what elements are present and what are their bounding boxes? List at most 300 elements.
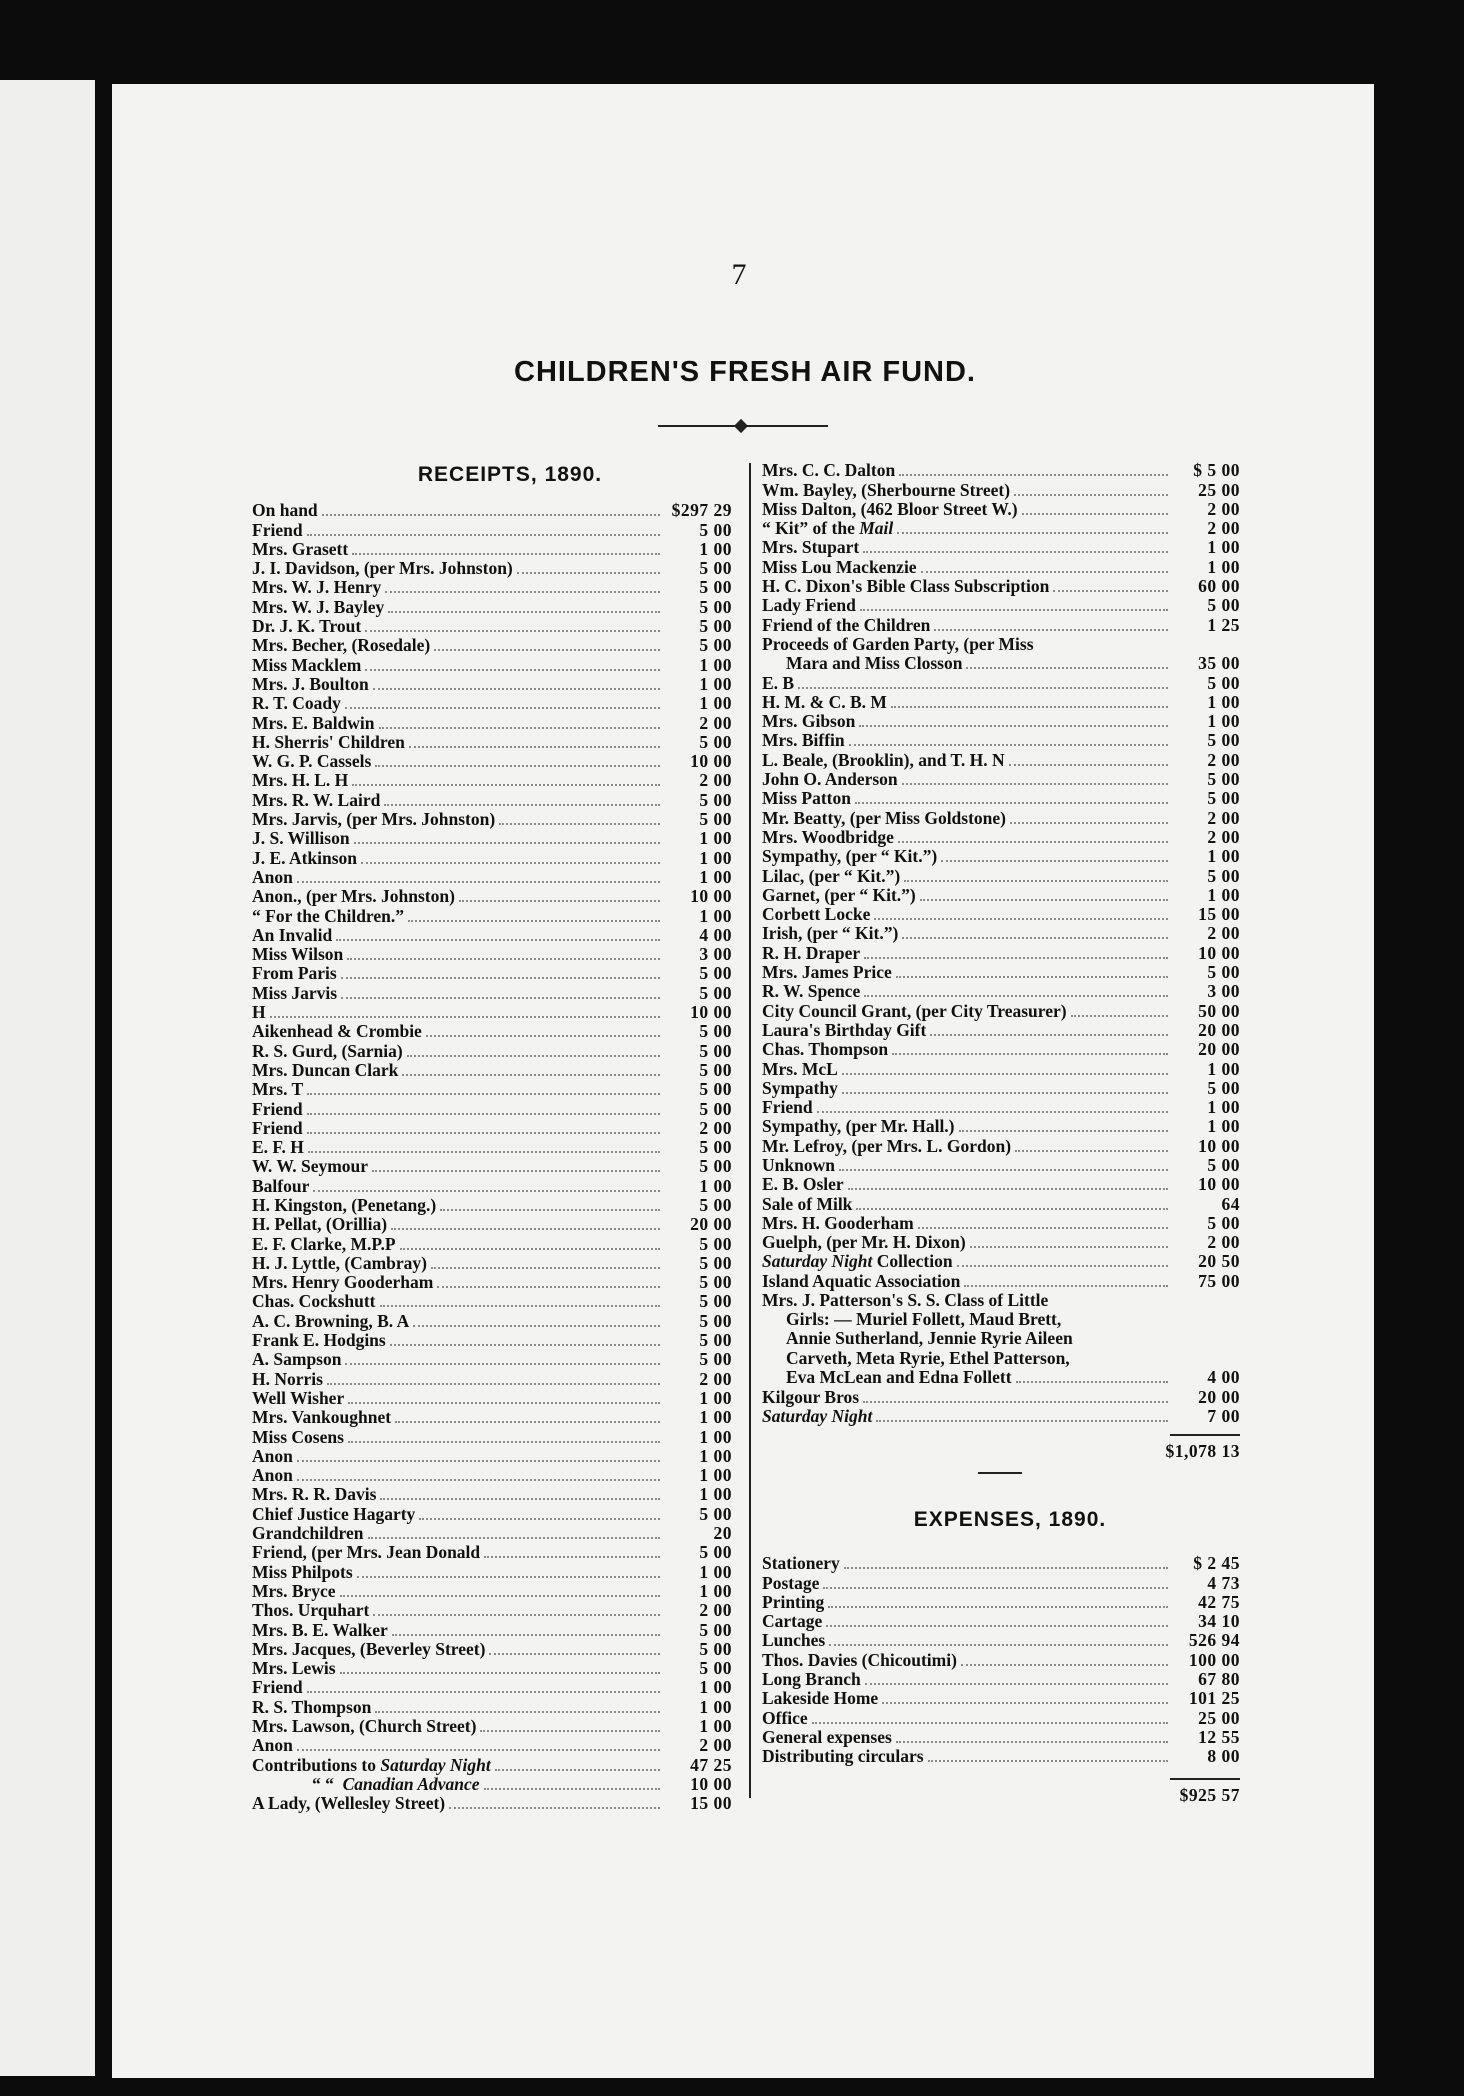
ledger-entry	[762, 480, 1240, 499]
entry-amount: 1 00	[699, 1561, 732, 1582]
entry-label: H	[252, 1002, 266, 1023]
entry-amount: 5 00	[699, 1156, 732, 1177]
ledger-entry	[252, 713, 732, 732]
entry-label: Mrs. W. J. Bayley	[252, 596, 385, 617]
entry-amount: 2 00	[699, 1368, 732, 1389]
leader-dots	[812, 1721, 1168, 1724]
entry-amount: 1 00	[699, 538, 732, 559]
entry-label: Mrs. Henry Gooderham	[252, 1272, 434, 1293]
leader-dots	[1014, 493, 1168, 496]
ledger-entry	[762, 1233, 1240, 1252]
contrib-canadian-advance: Canadian Advance	[342, 1773, 480, 1794]
entry-amount: 5 00	[699, 1349, 732, 1370]
ledger-entry	[252, 829, 732, 848]
leader-dots	[440, 1208, 660, 1211]
entry-amount: 5 00	[1207, 672, 1240, 693]
entry-label: Island Aquatic Association	[762, 1270, 961, 1291]
entry-label: H. M. & C. B. M	[762, 691, 887, 712]
leader-dots	[1010, 821, 1168, 824]
leader-dots	[419, 1517, 660, 1520]
ledger-entry	[762, 924, 1240, 943]
leader-dots	[373, 1613, 660, 1616]
section-separator-rule	[978, 1472, 1022, 1474]
leader-dots	[480, 1729, 660, 1732]
entry-label: E. B	[762, 672, 795, 693]
ledger-entry	[252, 1524, 732, 1543]
entry-amount: 34 10	[1198, 1611, 1240, 1632]
ledger-entry	[252, 1389, 732, 1408]
ledger-entry	[762, 1271, 1240, 1290]
ledger-entry	[252, 1466, 732, 1485]
ledger-entry	[762, 1407, 1240, 1426]
entry-label: Mrs. E. Baldwin	[252, 712, 375, 733]
entry-label: General expenses	[762, 1726, 892, 1747]
leader-dots	[408, 919, 660, 922]
entry-amount: 5 00	[1207, 962, 1240, 983]
entry-amount: 5 00	[699, 1059, 732, 1080]
ledger-entry	[762, 1175, 1240, 1194]
entry-amount: 20 00	[1198, 1039, 1240, 1060]
entry-label: Mrs. James Price	[762, 962, 892, 983]
entry-amount: 5 00	[1207, 769, 1240, 790]
entry-label: Miss Macklem	[252, 654, 362, 675]
entry-amount: 2 00	[1207, 498, 1240, 519]
leader-dots	[375, 1710, 660, 1713]
entry-amount: 1 00	[699, 1445, 732, 1466]
entry-label: Anon	[252, 1445, 293, 1466]
ledger-entry	[762, 538, 1240, 557]
ledger-entry	[762, 1136, 1240, 1155]
ledger-entry	[252, 1794, 732, 1813]
leader-dots	[368, 1536, 660, 1539]
entry-amount: 10 00	[1198, 1135, 1240, 1156]
entry-amount: 5 00	[699, 1291, 732, 1312]
leader-dots	[842, 1072, 1168, 1075]
ledger-entry	[252, 1601, 732, 1620]
ledger-entry	[252, 1196, 732, 1215]
leader-dots	[964, 1284, 1168, 1287]
entry-amount: 2 00	[1207, 807, 1240, 828]
entry-amount: 25 00	[1198, 1707, 1240, 1728]
leader-dots	[898, 840, 1168, 843]
contrib-saturday-night: Saturday Night	[380, 1754, 491, 1775]
ledger-entry	[762, 1728, 1240, 1747]
entry-label: Friend	[252, 1677, 303, 1698]
ledger-entry	[252, 540, 732, 559]
ledger-entry	[252, 1254, 732, 1273]
entry-amount: 5 00	[699, 1503, 732, 1524]
ledger-entry	[252, 926, 732, 945]
ledger-entry	[252, 1678, 732, 1697]
leader-dots	[345, 1362, 660, 1365]
ledger-entry	[252, 1485, 732, 1504]
entry-label: Mrs. Vankoughnet	[252, 1407, 392, 1428]
ledger-entry	[252, 1427, 732, 1446]
ledger-entry	[762, 712, 1240, 731]
entry-label: Friend	[762, 1097, 813, 1118]
entry-label: A. C. Browning, B. A	[252, 1310, 410, 1331]
leader-dots	[437, 1285, 660, 1288]
ledger-entry	[252, 617, 732, 636]
entry-label: Mara and Miss Closson	[786, 653, 963, 674]
leader-dots	[392, 1633, 660, 1636]
leader-dots	[407, 1054, 660, 1057]
entry-label: Friend	[252, 1117, 303, 1138]
entry-amount: 3 00	[1207, 981, 1240, 1002]
ledger-entry	[762, 615, 1240, 634]
entry-label	[252, 1775, 480, 1794]
ledger-entry	[252, 810, 732, 829]
ledger-entry	[762, 1059, 1240, 1078]
ledger-entry	[252, 1215, 732, 1234]
entry-amount: 5 00	[699, 1079, 732, 1100]
ledger-entry	[252, 887, 732, 906]
entry-amount: 67 80	[1198, 1669, 1240, 1690]
entry-amount: 5 00	[1207, 788, 1240, 809]
leader-dots	[842, 1091, 1168, 1094]
leader-dots	[459, 899, 660, 902]
leader-dots	[876, 1419, 1168, 1422]
leader-dots	[307, 1690, 660, 1693]
leader-dots	[892, 1052, 1168, 1055]
entry-amount: 5 00	[699, 731, 732, 752]
leader-dots	[307, 1112, 660, 1115]
entry-label: R. W. Spence	[762, 981, 861, 1002]
entry-label: Dr. J. K. Trout	[252, 616, 362, 637]
entry-amount: 5 00	[1207, 730, 1240, 751]
entry-amount: 2 00	[1207, 923, 1240, 944]
leader-dots	[1022, 512, 1168, 515]
receipts-heading: RECEIPTS, 1890.	[417, 463, 603, 486]
leader-dots	[863, 1400, 1168, 1403]
entry-label: Postage	[762, 1572, 820, 1593]
leader-dots	[848, 1187, 1168, 1190]
entry-label: Office	[762, 1707, 808, 1728]
leader-dots	[902, 936, 1168, 939]
leader-dots	[413, 1324, 660, 1327]
entry-label: R. S. Thompson	[252, 1696, 372, 1717]
leader-dots	[826, 1624, 1168, 1627]
entry-label: Balfour	[252, 1175, 310, 1196]
page-number: 7	[731, 258, 747, 291]
leader-dots	[484, 1555, 660, 1558]
leader-dots	[385, 590, 660, 593]
ledger-entry	[252, 752, 732, 771]
leader-dots	[434, 648, 660, 651]
entry-amount: 100 00	[1188, 1649, 1240, 1670]
entry-label: Miss Philpots	[252, 1561, 353, 1582]
entry-amount: 47 25	[690, 1754, 732, 1775]
leader-dots	[1015, 1149, 1168, 1152]
entry-label: Mrs. J. Boulton	[252, 673, 369, 694]
leader-dots	[957, 1264, 1168, 1267]
entry-label: Anon., (per Mrs. Johnston)	[252, 886, 455, 907]
entry-label: Mrs. Bryce	[252, 1580, 336, 1601]
entry-label: Kilgour Bros	[762, 1386, 860, 1407]
ledger-entry	[252, 964, 732, 983]
entry-label: Miss Lou Mackenzie	[762, 556, 917, 577]
previous-page-edge	[0, 80, 95, 2076]
collection-suffix: Collection	[876, 1251, 953, 1272]
entry-label: E. F. H	[252, 1137, 304, 1158]
entry-label: From Paris	[252, 963, 337, 984]
ledger-entry	[762, 789, 1240, 808]
leader-dots	[400, 1247, 660, 1250]
entry-amount: 20	[713, 1523, 732, 1544]
entry-amount: 2 00	[1207, 1232, 1240, 1253]
entry-label	[252, 1756, 491, 1775]
ledger-entry	[762, 1021, 1240, 1040]
entry-label: Grandchildren	[252, 1523, 364, 1544]
leader-dots	[1016, 1380, 1168, 1383]
ledger-entry	[252, 1504, 732, 1523]
ledger-entry	[762, 905, 1240, 924]
entry-amount: 1 00	[699, 693, 732, 714]
entry-label: Mrs. W. J. Henry	[252, 577, 382, 598]
entry-amount: 1 00	[1207, 846, 1240, 867]
ledger-entry	[252, 1697, 732, 1716]
ledger-entry	[252, 1350, 732, 1369]
leader-dots	[959, 1129, 1168, 1132]
entry-amount: 10 00	[690, 1773, 732, 1794]
entry-amount: 101 25	[1188, 1688, 1240, 1709]
receipts-total: $1,078 13	[1165, 1440, 1240, 1461]
patterson-line2: Girls: — Muriel Follett, Maud Brett,	[786, 1309, 1062, 1330]
entry-amount: 1 00	[1207, 1116, 1240, 1137]
leader-dots	[270, 1015, 660, 1018]
ledger-entry	[252, 655, 732, 674]
leader-dots	[517, 571, 660, 574]
entry-amount: 10 00	[690, 1002, 732, 1023]
entry-amount: 1 00	[1207, 556, 1240, 577]
leader-dots	[340, 1671, 660, 1674]
leader-dots	[348, 1440, 660, 1443]
leader-dots	[379, 726, 660, 729]
entry-label: Sale of Milk	[762, 1193, 853, 1214]
entry-label: Wm. Bayley, (Sherbourne Street)	[762, 479, 1011, 500]
ledger-entry	[252, 1543, 732, 1562]
ledger-entry	[762, 750, 1240, 769]
entry-label: W. G. P. Cassels	[252, 751, 372, 772]
ledger-entry	[762, 1689, 1240, 1708]
leader-dots	[970, 1245, 1168, 1248]
ledger-entry	[252, 1273, 732, 1292]
entry-amount: 5 00	[699, 1194, 732, 1215]
entry-label: Mrs. Biffin	[762, 730, 845, 751]
entry-label: Friend of the Children	[762, 614, 931, 635]
entry-amount: 5 00	[1207, 1212, 1240, 1233]
ledger-entry	[252, 1138, 732, 1157]
leader-dots	[347, 957, 660, 960]
entry-label: Stationery	[762, 1553, 840, 1574]
leader-dots	[426, 1034, 660, 1037]
ledger-entry	[252, 1311, 732, 1330]
entry-amount: 5 00	[699, 789, 732, 810]
entry-label: Friend, (per Mrs. Jean Donald	[252, 1542, 481, 1563]
entry-amount: 1 00	[1207, 711, 1240, 732]
leader-dots	[322, 513, 660, 516]
leader-dots	[384, 803, 660, 806]
ledger-entry	[252, 636, 732, 655]
ledger-entry	[252, 790, 732, 809]
ledger-entry	[762, 963, 1240, 982]
expenses-column	[762, 1554, 1240, 1806]
ledger-entry	[252, 1659, 732, 1678]
leader-dots	[860, 608, 1168, 611]
entry-amount: 5 00	[1207, 595, 1240, 616]
leader-dots	[930, 1033, 1168, 1036]
ledger-entry	[252, 983, 732, 1002]
entry-label: L. Beale, (Brooklin), and T. H. N	[762, 749, 1005, 770]
entry-amount: 15 00	[690, 1793, 732, 1814]
ledger-entry	[252, 945, 732, 964]
entry-amount: 1 00	[699, 1677, 732, 1698]
ledger-entry	[762, 1554, 1240, 1573]
ledger-entry	[762, 1079, 1240, 1098]
entry-amount: 5 00	[699, 596, 732, 617]
ledger-entry	[762, 577, 1240, 596]
ledger-entry	[762, 1098, 1240, 1117]
entry-amount: 5 00	[699, 1040, 732, 1061]
entry-amount: 5 00	[1207, 1154, 1240, 1175]
entry-amount: 3 00	[699, 944, 732, 965]
leader-dots	[828, 1605, 1168, 1608]
leader-dots	[863, 550, 1168, 553]
leader-dots	[865, 1682, 1168, 1685]
leader-dots	[375, 764, 660, 767]
entry-label: Lunches	[762, 1630, 826, 1651]
ledger-entry	[252, 1408, 732, 1427]
entry-label: An Invalid	[252, 924, 333, 945]
entry-label: A Lady, (Wellesley Street)	[252, 1793, 446, 1814]
ledger-entry	[762, 1708, 1240, 1727]
leader-dots	[390, 1343, 660, 1346]
ledger-entry	[252, 1003, 732, 1022]
entry-amount: 20 00	[690, 1214, 732, 1235]
kit-mail-prefix: “ Kit” of the	[762, 518, 855, 539]
ledger-entry	[252, 1620, 732, 1639]
ledger-entry	[252, 1755, 732, 1774]
ledger-entry	[762, 1612, 1240, 1631]
leader-dots	[902, 782, 1168, 785]
entry-label: H. Norris	[252, 1368, 323, 1389]
ledger-entry	[252, 501, 732, 520]
entry-amount: 1 00	[699, 1484, 732, 1505]
entry-amount: 1 00	[699, 1716, 732, 1736]
entry-amount: 20 00	[1198, 1019, 1240, 1040]
entry-label: Mrs. McL	[762, 1058, 838, 1079]
entry-label: J. E. Atkinson	[252, 847, 358, 868]
entry-amount: 10 00	[690, 751, 732, 772]
ledger-entry	[762, 596, 1240, 615]
patterson-line1: Mrs. J. Patterson's S. S. Class of Little	[762, 1289, 1049, 1310]
leader-dots	[307, 1092, 660, 1095]
leader-dots	[891, 705, 1168, 708]
entry-amount: $297 29	[671, 500, 732, 521]
entry-amount: 35 00	[1198, 653, 1240, 674]
entry-label	[762, 1252, 953, 1271]
entry-label: J. I. Davidson, (per Mrs. Johnston)	[252, 558, 513, 579]
ledger-entry	[252, 1331, 732, 1350]
ditto-marks: “ “	[312, 1773, 334, 1794]
entry-amount: 5 00	[699, 1658, 732, 1679]
entry-amount: 1 00	[1207, 537, 1240, 558]
total-rule	[1170, 1434, 1240, 1436]
leader-dots	[489, 1652, 660, 1655]
ledger-entry	[762, 461, 1240, 480]
entry-amount: 7 00	[1207, 1405, 1240, 1426]
leader-dots	[431, 1266, 660, 1269]
entry-amount: 5 00	[699, 1638, 732, 1659]
ledger-entry	[252, 1775, 732, 1794]
entry-label: Miss Cosens	[252, 1426, 344, 1447]
entry-label: Mrs. B. E. Walker	[252, 1619, 388, 1640]
entry-amount: 4 73	[1207, 1572, 1240, 1593]
entry-amount: 1 25	[1207, 614, 1240, 635]
leader-dots	[345, 706, 660, 709]
ledger-entry	[252, 1292, 732, 1311]
entry-label: Miss Wilson	[252, 944, 344, 965]
entry-amount: $ 2 45	[1193, 1553, 1240, 1574]
entry-amount: 10 00	[690, 886, 732, 907]
entry-amount: 10 00	[1198, 1174, 1240, 1195]
ledger-entry	[762, 557, 1240, 576]
leader-dots	[921, 570, 1168, 573]
entry-label: W. W. Seymour	[252, 1156, 369, 1177]
ledger-entry	[762, 982, 1240, 1001]
entry-label: Distributing circulars	[762, 1746, 924, 1767]
receipts-right-column	[762, 461, 1240, 1462]
entry-amount: 526 94	[1188, 1630, 1240, 1651]
entry-amount: 1 00	[699, 828, 732, 849]
leader-dots	[874, 917, 1168, 920]
entry-label: Miss Dalton, (462 Bloor Street W.)	[762, 498, 1018, 519]
entry-amount: $ 5 00	[1193, 460, 1240, 481]
entry-label: Mrs. Jarvis, (per Mrs. Johnston)	[252, 809, 496, 830]
entry-label: Chas. Thompson	[762, 1039, 889, 1060]
ledger-entry	[762, 1194, 1240, 1213]
leader-dots	[297, 880, 660, 883]
entry-label: Anon	[252, 866, 293, 887]
entry-amount: 1 00	[699, 1387, 732, 1408]
entry-amount: 2 00	[699, 770, 732, 791]
entry-label: R. H. Draper	[762, 942, 861, 963]
ledger-entry	[762, 943, 1240, 962]
entry-label: Anon	[252, 1735, 293, 1756]
entry-label: Printing	[762, 1591, 825, 1612]
page-title: CHILDREN'S FRESH AIR FUND.	[514, 356, 976, 388]
entry-label: J. S. Willison	[252, 828, 350, 849]
entry-label: Mrs. Grasett	[252, 538, 349, 559]
entry-label: Mrs. R. W. Laird	[252, 789, 381, 810]
entry-label: Mrs. R. R. Davis	[252, 1484, 377, 1505]
leader-dots	[297, 1748, 660, 1751]
ledger-entry	[762, 1593, 1240, 1612]
entry-label: Corbett Locke	[762, 904, 871, 925]
leader-dots	[402, 1073, 660, 1076]
leader-dots	[352, 783, 660, 786]
entry-amount: 2 00	[699, 1735, 732, 1756]
patterson-line4: Carveth, Meta Ryrie, Ethel Patterson,	[786, 1347, 1070, 1368]
leader-dots	[388, 610, 660, 613]
entry-label: Mrs. Woodbridge	[762, 826, 894, 847]
ledger-entry	[762, 1001, 1240, 1020]
entry-label: H. C. Dixon's Bible Class Subscription	[762, 576, 1050, 597]
entry-amount: 5 00	[699, 1619, 732, 1640]
leader-dots	[313, 1189, 660, 1192]
entry-label: Eva McLean and Edna Follett	[786, 1367, 1012, 1388]
leader-dots	[864, 994, 1168, 997]
